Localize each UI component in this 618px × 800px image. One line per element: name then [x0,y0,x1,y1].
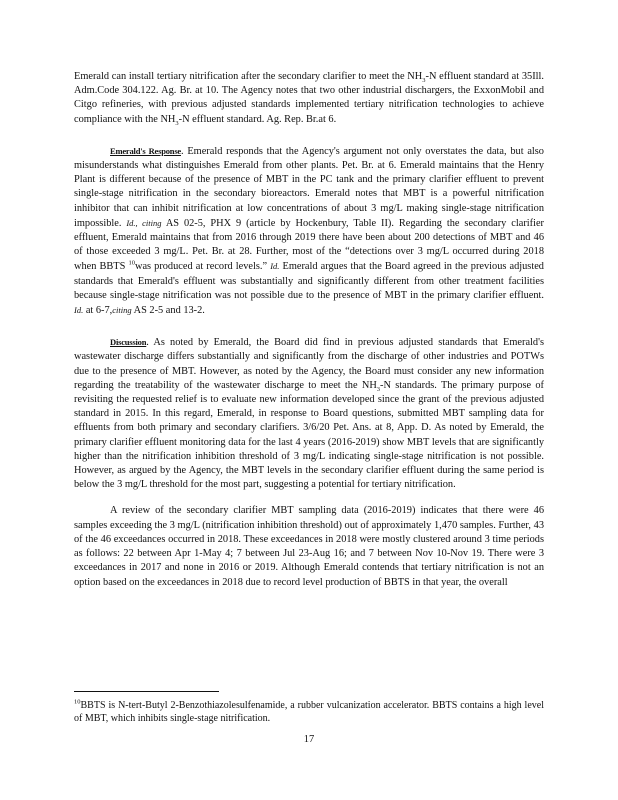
text-run: . Emerald responds that the Agency's argument not only overstates the data, but also misunderstands what distinguishes Emerald from other plants. Pet. Br. at 6. Emerald maintains that the Henry Plant is different because of the presence of MBT in the PC tank and the primary clarifier effluent to prevent single-stage nitrification in the secondary bioreactors. Emerald notes that MBT is a powerful nitrification inhibitor that can inhibit nitrification at low concentrations of about 3 mg/L making single-stage nitrification impossible. [74,145,544,229]
text-run: -N effluent standard. Ag. Rep. Br.at 6. [178,113,337,125]
footnote-reference: 10 [128,260,135,267]
text-run: AS 2-5 and 13-2. [133,305,205,317]
subscript: 3 [376,385,381,393]
paragraph-agency-argument-continued [74,70,544,127]
citation: Id. [74,305,84,316]
citation: Id. [270,261,280,272]
page-number: 17 [303,734,315,745]
subscript: 3 [175,119,179,127]
section-heading-discussion: Discussion [110,337,147,348]
paragraph-mbt-sampling-review: A review of the secondary clarifier MBT sampling data (2016-2019) indicates that there were 46 samples exceeding the 3 mg/L (nitrification inhibition threshold) out of approximately 1,470 samples. Further, 43 of the 46 exceedances occurred in 2018. These exceedances in 2018 were mostly clustered around 3 time periods as follows: 22 between Apr 1-May 4; 7 between Jul 23-Aug 16; and 7 between Nov 10-Nov 19. There were 3 exceedances in 2017 and none in 2016 or 2019. Although Emerald contends that tertiary nitrification is not an option based on the exceedances in 2018 due to record level production of BBTS in that year, the overall [74,505,544,588]
text-run: -N standards. The primary purpose of revisiting the requested relief is to evaluate new information developed since the grant of the previous adjusted standard in 2015. In this regard, Emerald, in response to Board questions, submitted MBT sampling data for effluents from both primary and secondary clarifiers. 3/6/20 Pet. Ans. at 8, App. D. As noted by Emerald, the primary clarifier effluent monitoring data for the last 4 years (2016-2019) show MBT levels that are significantly higher than the nitrification inhibition threshold of 3 mg/L indicating single-stage nitrification is not possible. However, as argued by the Agency, the MBT levels in the secondary clarifier effluent during the same period is below the 3 mg/L threshold for the most part, suggesting a potential for tertiary nitrification. [74,379,544,491]
section-heading-emeralds-response: Emerald's Response [110,145,181,156]
footnote-text: BBTS is N-tert-Butyl 2-Benzothiazolesulfenamide, a rubber vulcanization accelerator. BBTS contains a high level of MBT, which inhibits single-stage nitrification. [74,700,544,725]
text-run: -N effluent standard at 35Ill. Adm.Code 304.122. Ag. Br. at 10. The Agency notes that two other industrial dischargers, the ExxonMobil and Citgo refineries, with previous adjusted standards implemented tertiary nitrification technologies to achieve compliance with the NH [74,71,544,125]
paragraph-discussion [74,335,544,492]
text-run: was produced at record levels.” [134,261,268,273]
citation: Id., citing [126,217,162,228]
text-run: at 6-7, [85,305,113,317]
paragraph-emeralds-response [74,144,544,318]
footnote-10 [74,699,544,726]
text-run: . As noted by Emerald, the Board did find in previous adjusted standards that Emerald's wastewater discharge differs substantially and significantly from the discharge of other industries and POTWs due to the presence of MBT. However, as noted by the Agency, the Board must consider any new information regarding the treatability of the wastewater discharge to meet the NH [74,337,544,391]
subscript: 3 [422,77,426,85]
text-run: AS 02-5, PHX 9 (article by Hockenbury, Table II). Regarding the secondary clarifier effluent, Emerald maintains that from 2016 through 2019 there have been about 200 detections of MBT and 46 of those exceeded 3 mg/L. Pet. Br. at 28. Further, most of the “detections over 3 mg/L occurred during 2018 when BBTS [74,217,544,273]
text-run: Emerald can install tertiary nitrification after the secondary clarifier to meet the NH [74,71,423,82]
footnote-marker: 10 [74,698,81,706]
citation: citing [112,305,132,316]
document-body [74,70,544,590]
footnote-divider [74,691,219,692]
text-run: Emerald argues that the Board agreed in the previous adjusted standards that Emerald's effluent was substantially and significantly different from other treatment facilities because single-stage nitrification was not possible due to the presence of MBT in the primary clarifier effluent. [74,261,544,301]
